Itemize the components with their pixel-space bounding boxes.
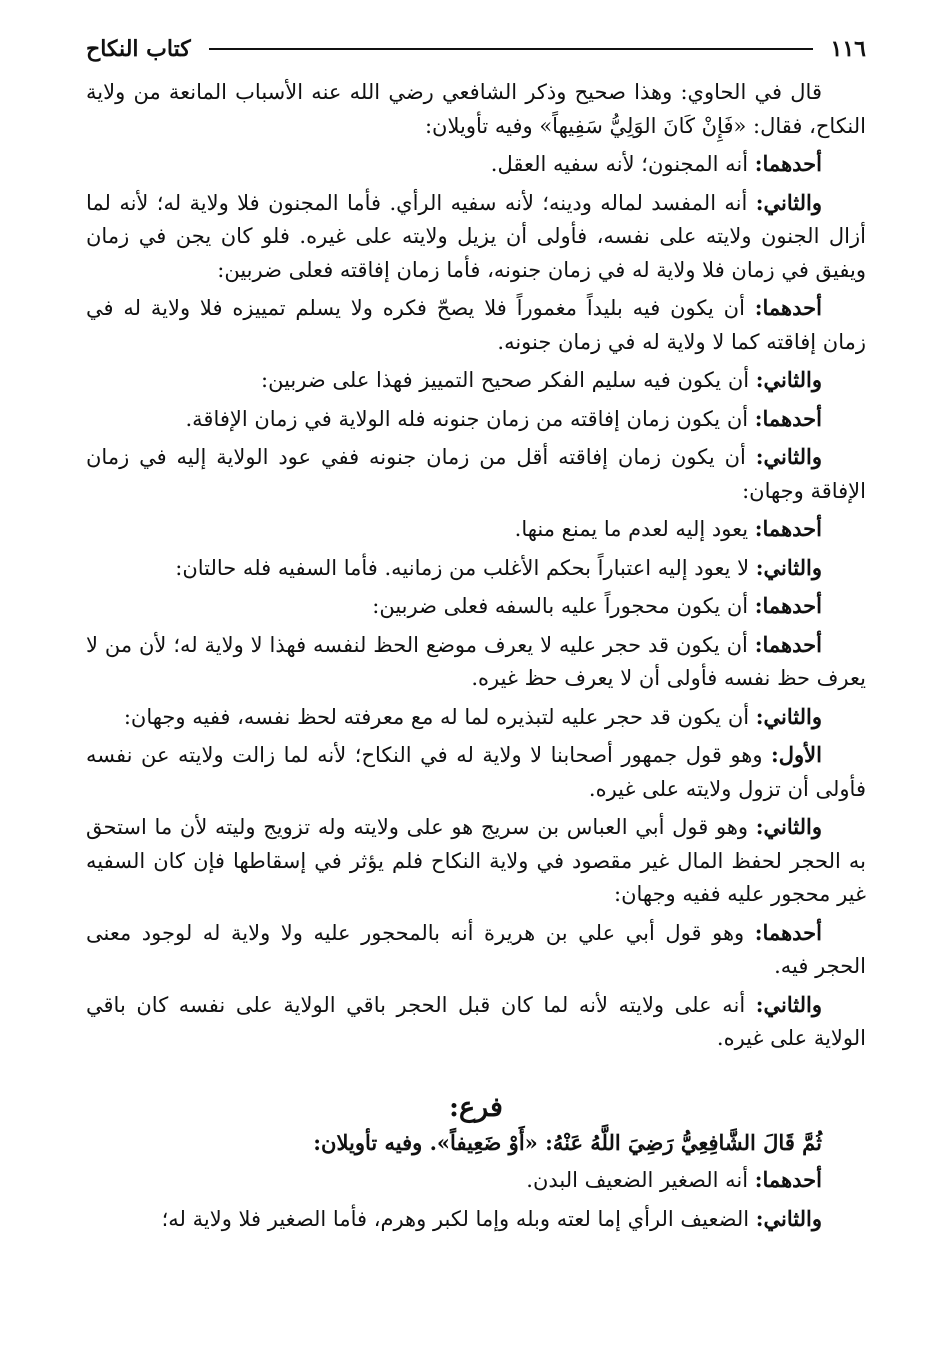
paragraph-text: وهو قول أبي العباس بن سريج هو على ولايته وله تزويج وليته لأن ما استحق به الحجر لحفظ المال غير مقصود في ولاية النكاح فلم يؤثر في إسقاطها فإن كان السفيه غير محجور عليه ففيه وجهان:	[86, 815, 866, 906]
paragraph-lead: أحدهما:	[754, 151, 822, 176]
paragraph-text: أن يكون زمان إفاقته من زمان جنونه فله الولاية في زمان الإفاقة.	[185, 406, 749, 431]
paragraph-text: أن يكون قد حجر عليه لتبذيره لما له مع معرفته لحظ نفسه، ففيه وجهان:	[123, 704, 750, 729]
paragraph	[86, 628, 866, 696]
paragraph-text: أن يكون قد حجر عليه لا يعرف موضع الحظ لنفسه فهذا لا ولاية له؛ لأن من لا يعرف حظ نفسه فأولى أن لا يعرف حظ غيره.	[86, 632, 866, 690]
paragraph	[86, 810, 866, 912]
paragraph	[86, 1163, 866, 1198]
paragraph-lead: أحدهما:	[754, 295, 822, 320]
paragraph	[86, 916, 866, 984]
paragraph-lead: أحدهما:	[754, 919, 822, 945]
paragraph-lead: أحدهما:	[754, 1167, 822, 1192]
paragraph-lead: والثاني:	[755, 703, 822, 729]
paragraph	[86, 363, 866, 398]
header-rule	[209, 48, 813, 50]
paragraph-text: أن يكون محجوراً عليه بالسفه فعلى ضربين:	[372, 594, 749, 618]
paragraph	[86, 512, 866, 547]
paragraph	[86, 440, 866, 508]
paragraph-text: أنه المجنون؛ لأنه سفيه العقل.	[490, 152, 749, 176]
paragraph-text: الضعيف الرأي إما لعته وبله وإما لكبر وهرم، فأما الصغير فلا ولاية له؛	[161, 1206, 750, 1231]
paragraph-text: يعود إليه لعدم ما يمنع منها.	[514, 517, 749, 541]
paragraph-text: وهو قول جمهور أصحابنا لا ولاية له في النكاح؛ لأنه لما زالت ولايته عن نفسه فأولى أن تزول ولايته على غيره.	[86, 743, 866, 801]
paragraph-text: أن يكون فيه بليداً مغموراً فلا يصحّ فكره ولا يسلم تمييزه فلا ولاية له في زمان إفاقته كما لا ولاية له في زمان جنونه.	[86, 296, 866, 354]
paragraph-lead: أحدهما:	[754, 405, 822, 431]
paragraph	[86, 738, 866, 806]
paragraph-lead: والثاني:	[755, 367, 822, 392]
paragraph	[86, 402, 866, 437]
paragraph-lead: والثاني:	[755, 189, 822, 215]
paragraph-lead: الأول:	[771, 742, 822, 767]
paragraph-text: أنه المفسد لماله ودينه؛ لأنه سفيه الرأي. فأما المجنون فلا ولاية له؛ لأنه لما أزال الجنون ولايته على نفسه، فأولى أن يزيل ولايته على غيره. فلو كان يجن في زمان ويفيق في زمان فلا ولاية له في زمان جنونه، فأما زمان إفاقته فعلى ضربين:	[86, 190, 866, 282]
paragraph-text: أن يكون فيه سليم الفكر صحيح التمييز فهذا على ضربين:	[261, 368, 750, 392]
paragraph-text: لا يعود إليه اعتباراً بحكم الأغلب من زمانيه. فأما السفيه فله حالتان:	[175, 555, 750, 580]
section-title: فرع:	[449, 1091, 503, 1123]
paragraph-intro	[86, 76, 866, 143]
page-number: ١١٦	[830, 36, 866, 62]
paragraph-text: أنه على ولايته لأنه لما كان قبل الحجر باقي الولاية على نفسه كان باقي الولاية على غيره.	[86, 992, 866, 1050]
paragraph	[86, 551, 866, 586]
paragraph-text: أن يكون زمان إفاقته أقل من زمان جنونه ففي عود الولاية إليه في زمان الإفاقة وجهان:	[86, 445, 866, 503]
paragraph	[86, 1202, 866, 1237]
paragraph-text: وهو قول أبي علي بن هريرة أنه بالمحجور عليه ولا ولاية له لوجود معنى الحجر فيه.	[86, 920, 866, 978]
paragraph-lead: والثاني:	[755, 814, 822, 839]
paragraph	[86, 589, 866, 624]
paragraph-lead: أحدهما:	[754, 631, 822, 657]
paragraph	[86, 291, 866, 359]
body-text	[86, 76, 866, 1236]
paragraph-lead: والثاني:	[755, 991, 822, 1017]
section-quote-line: ثُمَّ قَالَ الشَّافِعِيُّ رَضِيَ اللَّهُ عَنْهُ: «أَوْ ضَعِيفاً». وفيه تأويلان:	[313, 1129, 822, 1155]
paragraph	[86, 186, 866, 288]
chapter-title: كتاب النكاح	[86, 36, 191, 62]
paragraph-text: أنه الصغير الضعيف البدن.	[526, 1168, 749, 1192]
paragraph	[86, 988, 866, 1056]
paragraph-lead: والثاني:	[755, 444, 822, 469]
paragraph-lead: أحدهما:	[754, 593, 822, 618]
page-header	[86, 28, 866, 70]
paragraph-lead: والثاني:	[755, 1205, 822, 1231]
document-page	[86, 28, 866, 1236]
paragraph	[86, 147, 866, 182]
paragraph-text: قال في الحاوي: وهذا صحيح وذكر الشافعي رضي الله عنه الأسباب المانعة من ولاية النكاح، فقال: «فَإِنْ كَانَ الوَلِيُّ سَفِيهاً» وفيه تأويلان:	[86, 80, 866, 138]
paragraph	[86, 700, 866, 735]
paragraph-lead: أحدهما:	[754, 516, 822, 541]
paragraph-lead: والثاني:	[755, 554, 822, 580]
